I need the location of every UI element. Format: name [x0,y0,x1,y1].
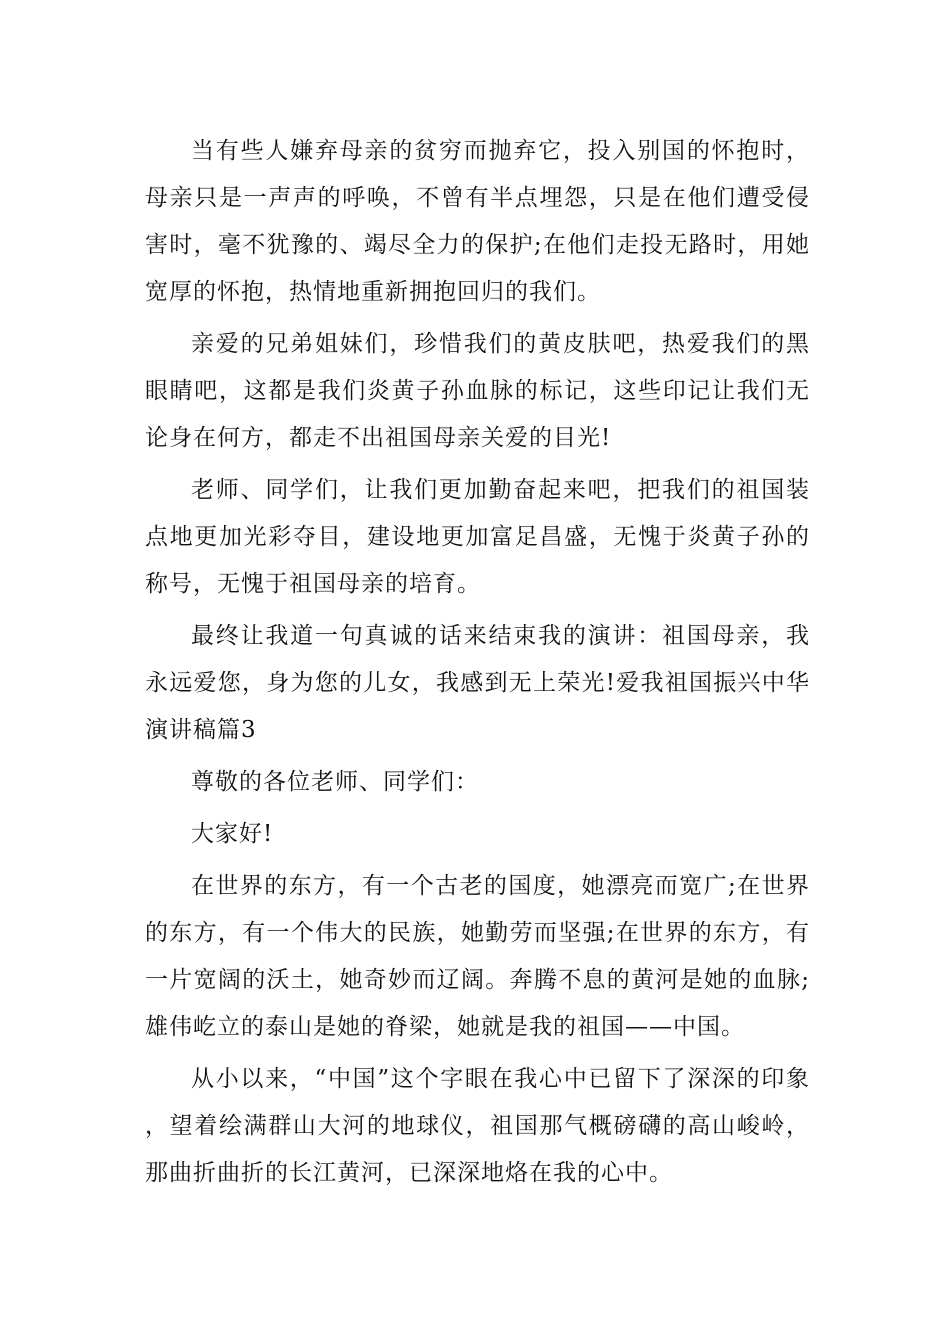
paragraph-3: 老师、同学们，让我们更加勤奋起来吧，把我们的祖国装点地更加光彩夺目，建设地更加富足昌盛，无愧于炎黄子孙的称号，无愧于祖国母亲的培育。 [145,477,810,597]
paragraph-2: 亲爱的兄弟姐妹们，珍惜我们的黄皮肤吧，热爱我们的黑眼睛吧，这都是我们炎黄子孙血脉的标记，这些印记让我们无论身在何方，都走不出祖国母亲关爱的目光! [145,331,810,451]
paragraph-4: 最终让我道一句真诚的话来结束我的演讲：祖国母亲，我永远爱您，身为您的儿女，我感到无上荣光!爱我祖国振兴中华演讲稿篇3 [145,623,810,743]
document-page [145,128,810,1202]
salutation: 尊敬的各位老师、同学们： [191,769,479,795]
paragraph-8: 从小以来，“中国”这个字眼在我心中已留下了深深的印象，望着绘满群山大河的地球仪，祖国那气概磅礴的高山峻岭，那曲折曲折的长江黄河，已深深地烙在我的心中。 [145,1066,810,1186]
paragraph-1: 当有些人嫌弃母亲的贫穷而抛弃它，投入别国的怀抱时，母亲只是一声声的呼唤，不曾有半点埋怨，只是在他们遭受侵害时，毫不犹豫的、竭尽全力的保护;在他们走投无路时，用她宽厚的怀抱，热情地重新拥抱回归的我们。 [145,138,810,305]
paragraph-7: 在世界的东方，有一个古老的国度，她漂亮而宽广;在世界的东方，有一个伟大的民族，她勤劳而坚强;在世界的东方，有一片宽阔的沃土，她奇妙而辽阔。奔腾不息的黄河是她的血脉;雄伟屹立的泰山是她的脊梁，她就是我的祖国——中国。 [145,873,810,1040]
greeting: 大家好! [191,821,274,847]
